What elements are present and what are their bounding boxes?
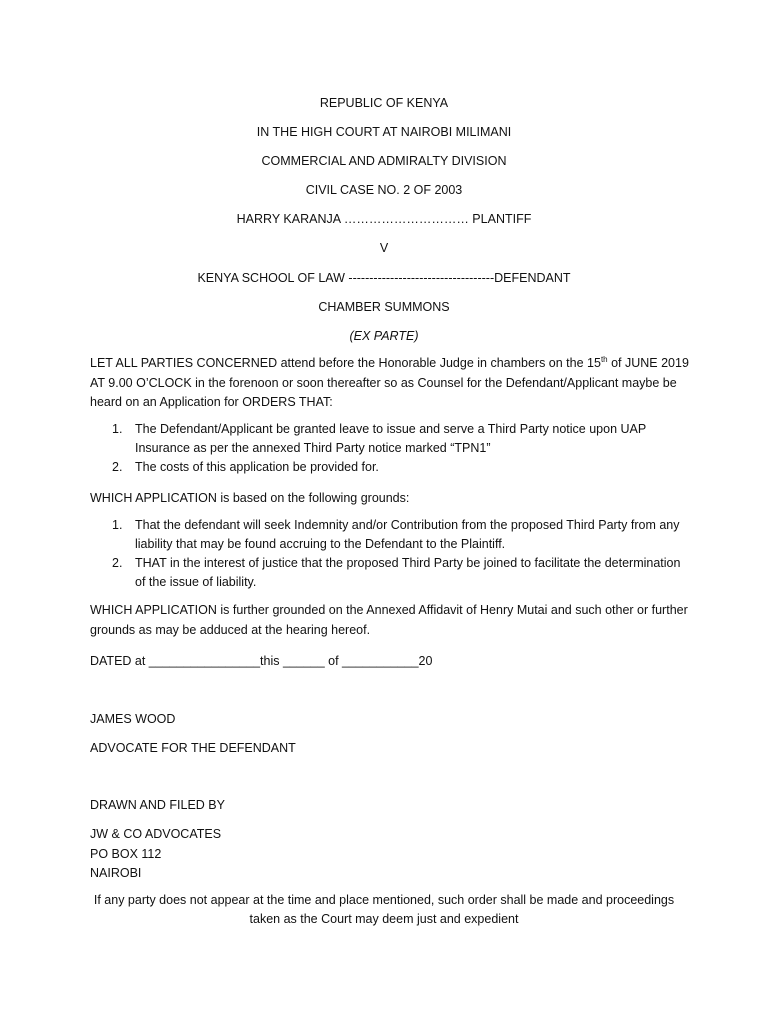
footer-note: If any party does not appear at the time and place mentioned, such order shall be made and proceedings taken as the Court may deem just and expedient [93,893,675,926]
intro-paragraph [90,354,690,413]
intro-text-part2: of JUNE 2019 AT 9.00 O’CLOCK in the forenoon or soon thereafter so as Counsel for the Defendant/Applicant maybe be heard on an Application for ORDERS THAT: [90,356,689,409]
division-heading: COMMERCIAL AND ADMIRALTY DIVISION [261,154,507,168]
republic-heading: REPUBLIC OF KENYA [319,96,449,110]
case-number: CIVIL CASE NO. 2 OF 2003 [305,183,463,197]
order-number: 1. [112,422,123,436]
intro-text-part1: LET ALL PARTIES CONCERNED attend before the Honorable Judge in chambers on the 15 [90,356,601,370]
order-text: The Defendant/Applicant be granted leave to issue and serve a Third Party notice upon UAP Insurance as per the annexed Third Party notice marked “TPN1” [135,422,646,455]
firm-box: PO BOX 112 [90,847,162,861]
drawn-by-label: DRAWN AND FILED BY [90,798,225,812]
court-heading: IN THE HIGH COURT AT NAIROBI MILIMANI [256,125,512,139]
ground-number: 2. [112,556,123,570]
signatory-name: JAMES WOOD [90,712,176,726]
affidavit-paragraph: WHICH APPLICATION is further grounded on the Annexed Affidavit of Henry Mutai and such other or further grounds as may be adduced at the hearing hereof. [90,603,688,637]
defendant-line: KENYA SCHOOL OF LAW -----------------------------------DEFENDANT [197,271,571,285]
ex-parte-label: (EX PARTE) [349,329,419,343]
ground-text: That the defendant will seek Indemnity and/or Contribution from the proposed Third Party from any liability that may be found accruing to the Defendant to the Plaintiff. [135,518,680,551]
summons-title: CHAMBER SUMMONS [318,300,450,314]
dated-line: DATED at ________________this ______ of ___________20 [90,654,433,668]
order-number: 2. [112,460,123,474]
versus-line: V [379,241,389,255]
firm-city: NAIROBI [90,866,142,880]
firm-name: JW & CO ADVOCATES [90,827,222,841]
order-item-2 [112,458,682,477]
ground-number: 1. [112,518,123,532]
plaintiff-line: HARRY KARANJA ………………………… PLANTIFF [236,212,532,226]
order-item-1 [112,420,682,458]
intro-superscript: th [600,355,608,364]
order-text: The costs of this application be provided for. [135,460,379,474]
signatory-title: ADVOCATE FOR THE DEFENDANT [90,741,296,755]
ground-item-2 [112,554,682,592]
grounds-intro: WHICH APPLICATION is based on the following grounds: [90,491,410,505]
ground-item-1 [112,516,682,554]
ground-text: THAT in the interest of justice that the proposed Third Party be joined to facilitate the determination of the issue of liability. [135,556,681,589]
